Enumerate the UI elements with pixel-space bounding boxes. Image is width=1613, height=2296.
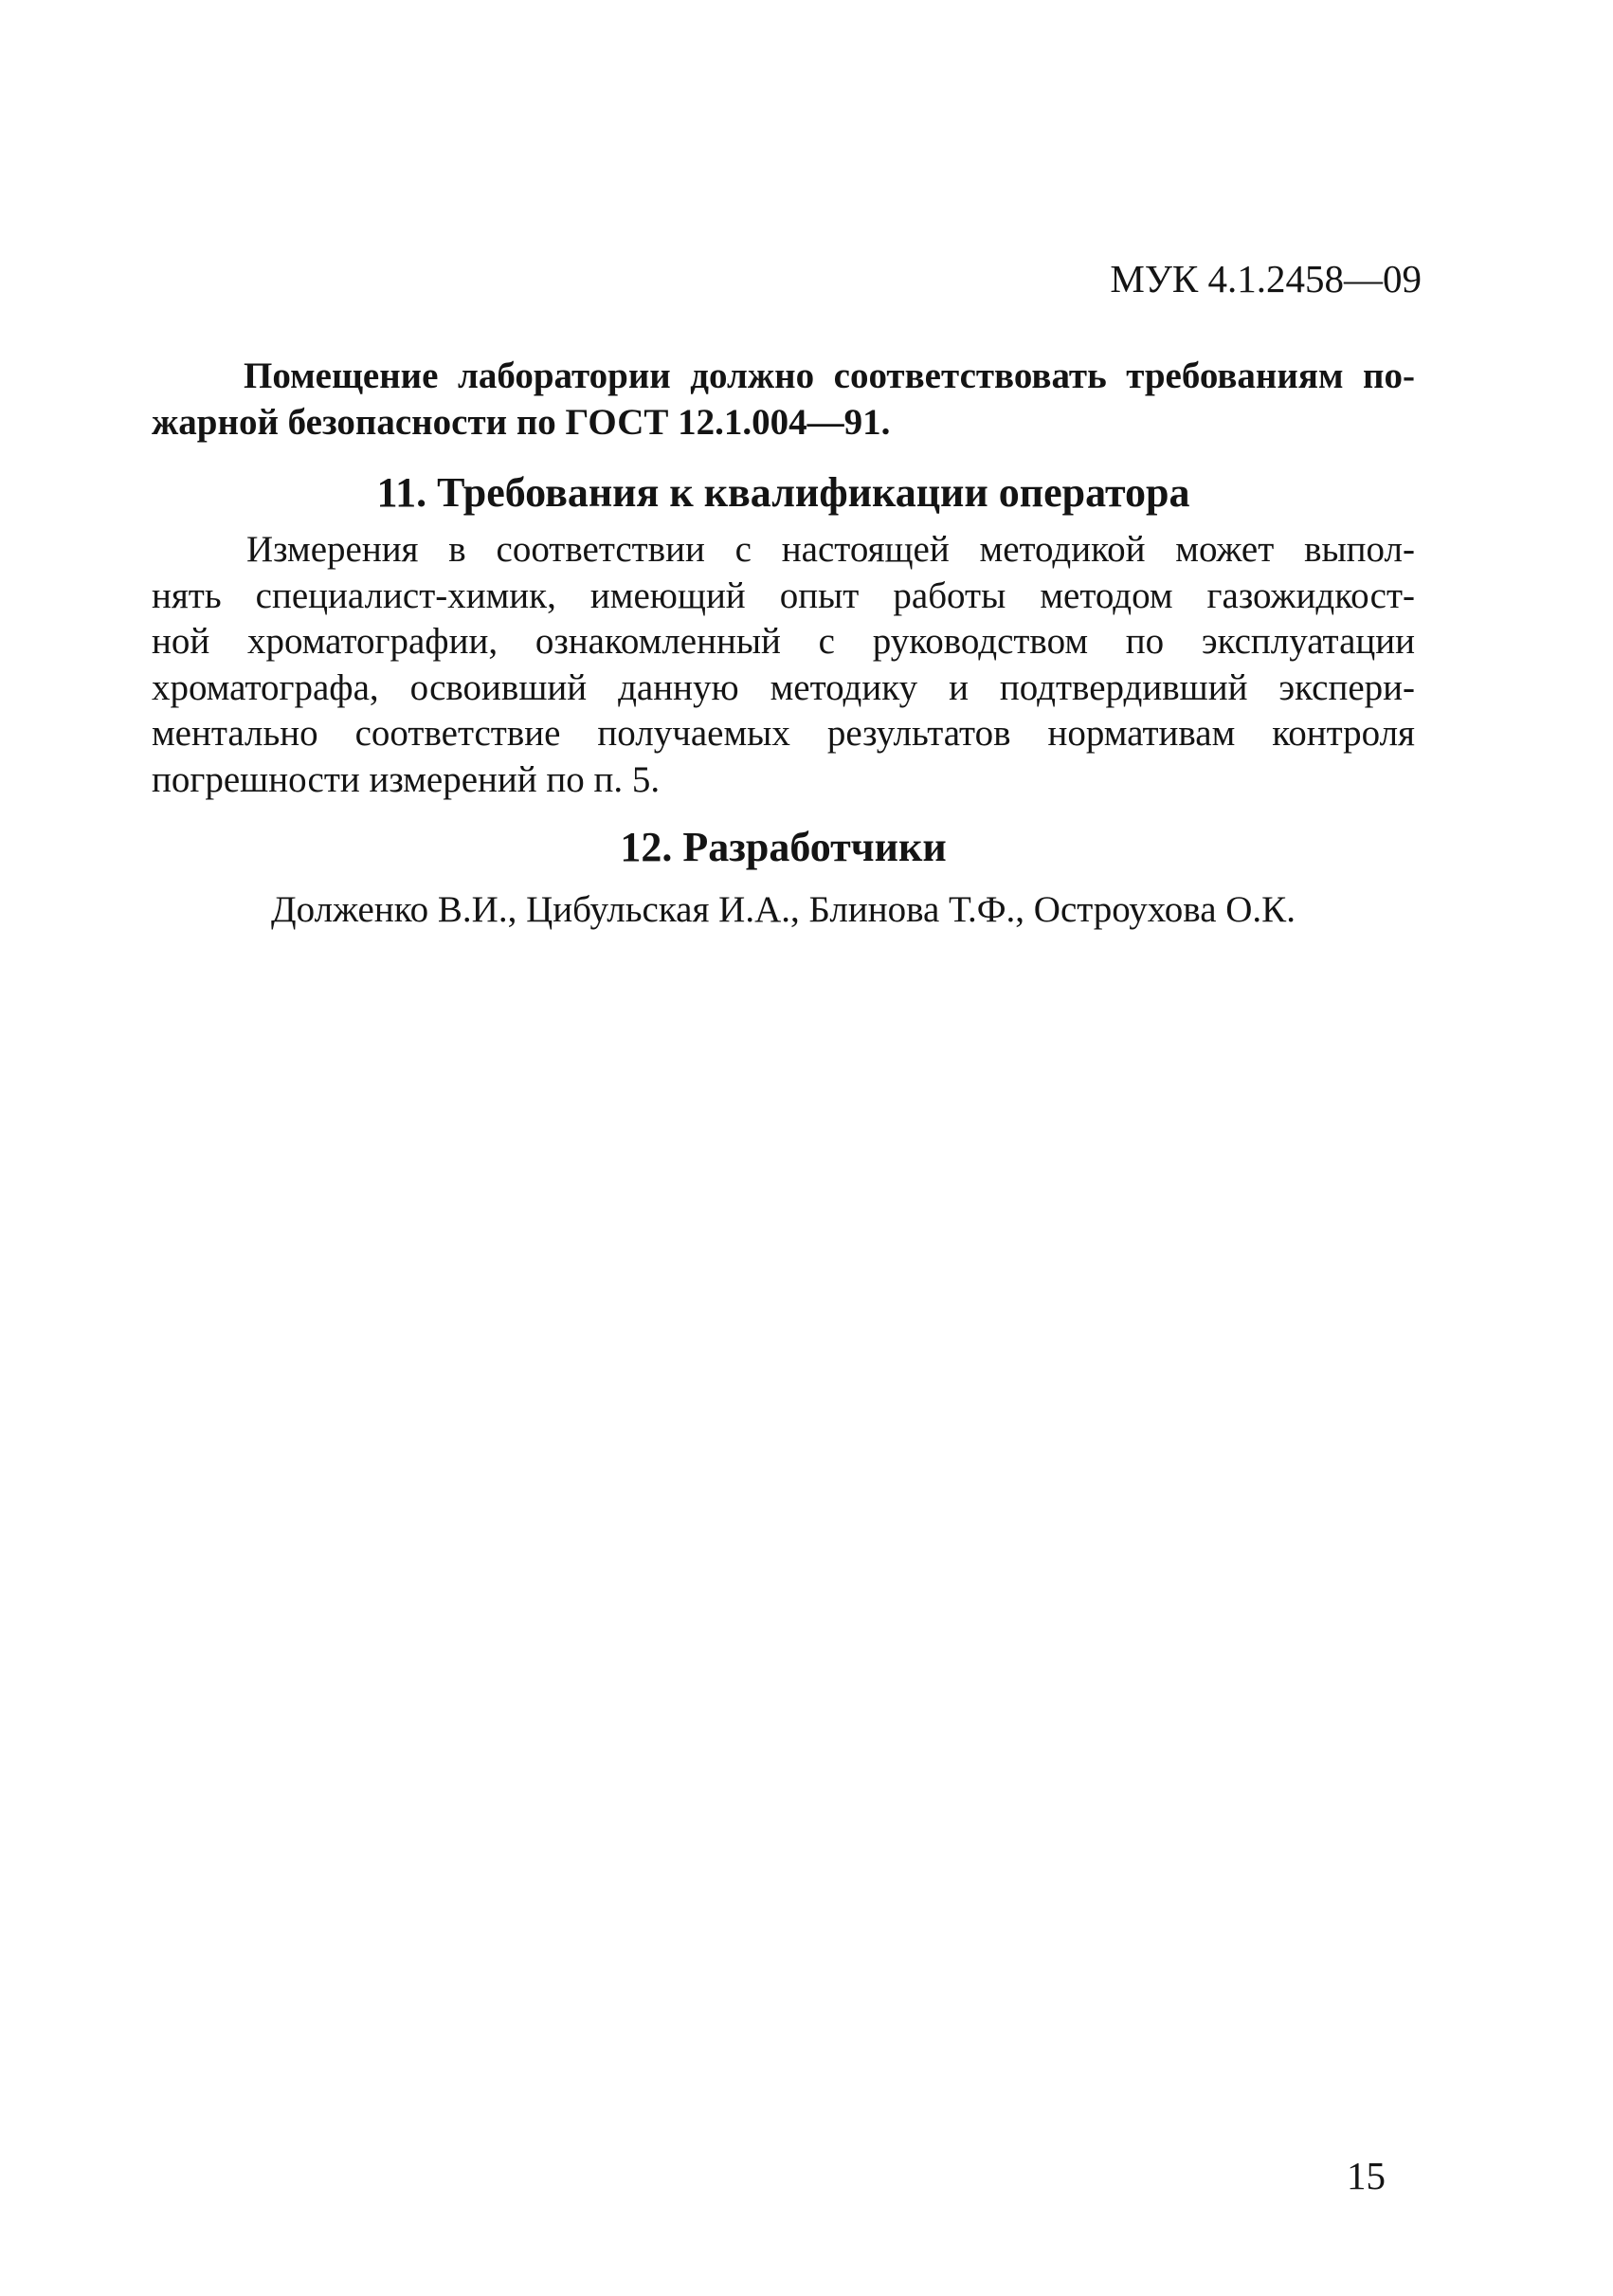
paragraph-line: Измерения в соответствии с настоящей методикой может выпол- [246,529,1415,570]
paragraph-line: ментально соответствие получаемых результатов нормативам контроля [152,713,1415,755]
document-code: МУК 4.1.2458—09 [1110,257,1422,301]
fire-safety-paragraph [152,354,1415,446]
section-12-heading: 12. Разработчики [620,824,947,870]
operator-qualification-paragraph [152,527,1415,804]
paragraph-line: Помещение лаборатории должно соответствовать требованиям по- [244,355,1415,396]
paragraph-line: хроматографа, освоивший данную методику и подтвердивший экспери- [152,666,1415,708]
paragraph-line: нять специалист-химик, имеющий опыт работы методом газожидкост- [152,574,1415,616]
page-number: 15 [1347,2154,1386,2197]
paragraph-line: погрешности измерений по п. 5. [152,758,661,800]
developers-list: Долженко В.И., Цибульская И.А., Блинова Т.Ф., Остроухова О.К. [271,889,1296,930]
paragraph-line: ной хроматографии, ознакомленный с руководством по эксплуатации [152,621,1415,663]
section-11-heading: 11. Требования к квалификации оператора [376,469,1190,516]
paragraph-line: жарной безопасности по ГОСТ 12.1.004—91. [152,401,891,443]
